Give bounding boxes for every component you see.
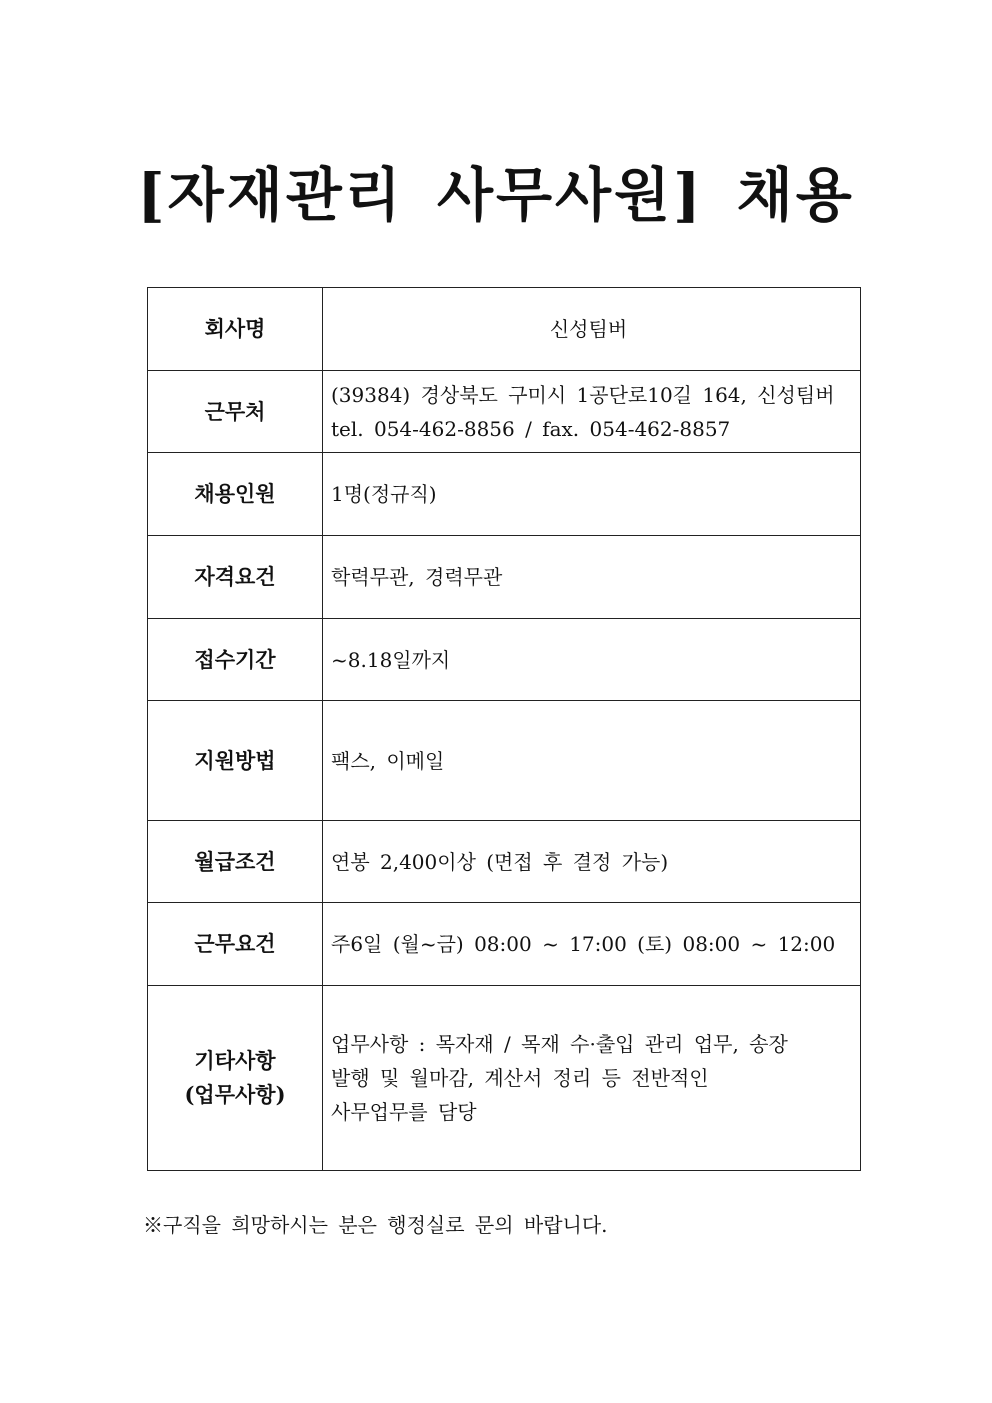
other-text-line-3: 사무업무를 담당 xyxy=(331,1100,477,1124)
value-workplace xyxy=(323,371,861,453)
table-row-other xyxy=(148,986,861,1171)
workplace-contact: tel. 054-462-8856 / fax. 054-462-8857 xyxy=(331,416,731,441)
label-application-period: 접수기간 xyxy=(148,619,323,701)
value-other xyxy=(323,986,861,1171)
label-other-line-1: 기타사항 xyxy=(194,1048,276,1073)
label-other-line-2: (업무사항) xyxy=(184,1082,286,1107)
table-row-salary xyxy=(148,821,861,903)
workplace-address: (39384) 경상북도 구미시 1공단로10길 164, 신성팀버 xyxy=(331,382,835,407)
table-row-headcount xyxy=(148,453,861,536)
table-row-work-conditions xyxy=(148,903,861,986)
label-other xyxy=(148,986,323,1171)
label-headcount: 채용인원 xyxy=(148,453,323,536)
table-row-application-period xyxy=(148,619,861,701)
other-text-line-1: 업무사항 : 목자재 / 목재 수·출입 관리 업무, 송장 xyxy=(331,1032,788,1056)
label-qualification: 자격요건 xyxy=(148,536,323,619)
contact-note: ※구직을 희망하시는 분은 행정실로 문의 바랍니다. xyxy=(143,1213,608,1237)
value-application-method xyxy=(323,701,861,821)
label-application-method: 지원방법 xyxy=(148,701,323,821)
value-headcount xyxy=(323,453,861,536)
application-period-text: ~8.18일까지 xyxy=(331,647,451,672)
table-row-workplace xyxy=(148,371,861,453)
page-title: [자재관리 사무사원] 채용 xyxy=(137,161,855,229)
salary-text: 연봉 2,400이상 (면접 후 결정 가능) xyxy=(331,849,669,874)
table-row-application-method xyxy=(148,701,861,821)
company-name-text: 신성팀버 xyxy=(549,317,628,341)
recruitment-info-table xyxy=(147,287,861,1171)
label-workplace: 근무처 xyxy=(148,371,323,453)
value-work-conditions xyxy=(323,903,861,986)
label-company-name: 회사명 xyxy=(148,288,323,371)
value-qualification xyxy=(323,536,861,619)
application-method-text: 팩스, 이메일 xyxy=(331,748,445,773)
value-salary xyxy=(323,821,861,903)
other-text-line-2: 발행 및 월마감, 계산서 정리 등 전반적인 xyxy=(331,1066,709,1090)
work-conditions-text: 주6일 (월~금) 08:00 ~ 17:00 (토) 08:00 ~ 12:00 xyxy=(331,932,836,956)
table-row-company xyxy=(148,288,861,371)
label-salary: 월급조건 xyxy=(148,821,323,903)
qualification-text: 학력무관, 경력무관 xyxy=(331,565,503,589)
value-application-period xyxy=(323,619,861,701)
label-work-conditions: 근무요건 xyxy=(148,903,323,986)
value-company-name xyxy=(323,288,861,371)
headcount-text: 1명(정규직) xyxy=(331,482,437,506)
table-row-qualification xyxy=(148,536,861,619)
